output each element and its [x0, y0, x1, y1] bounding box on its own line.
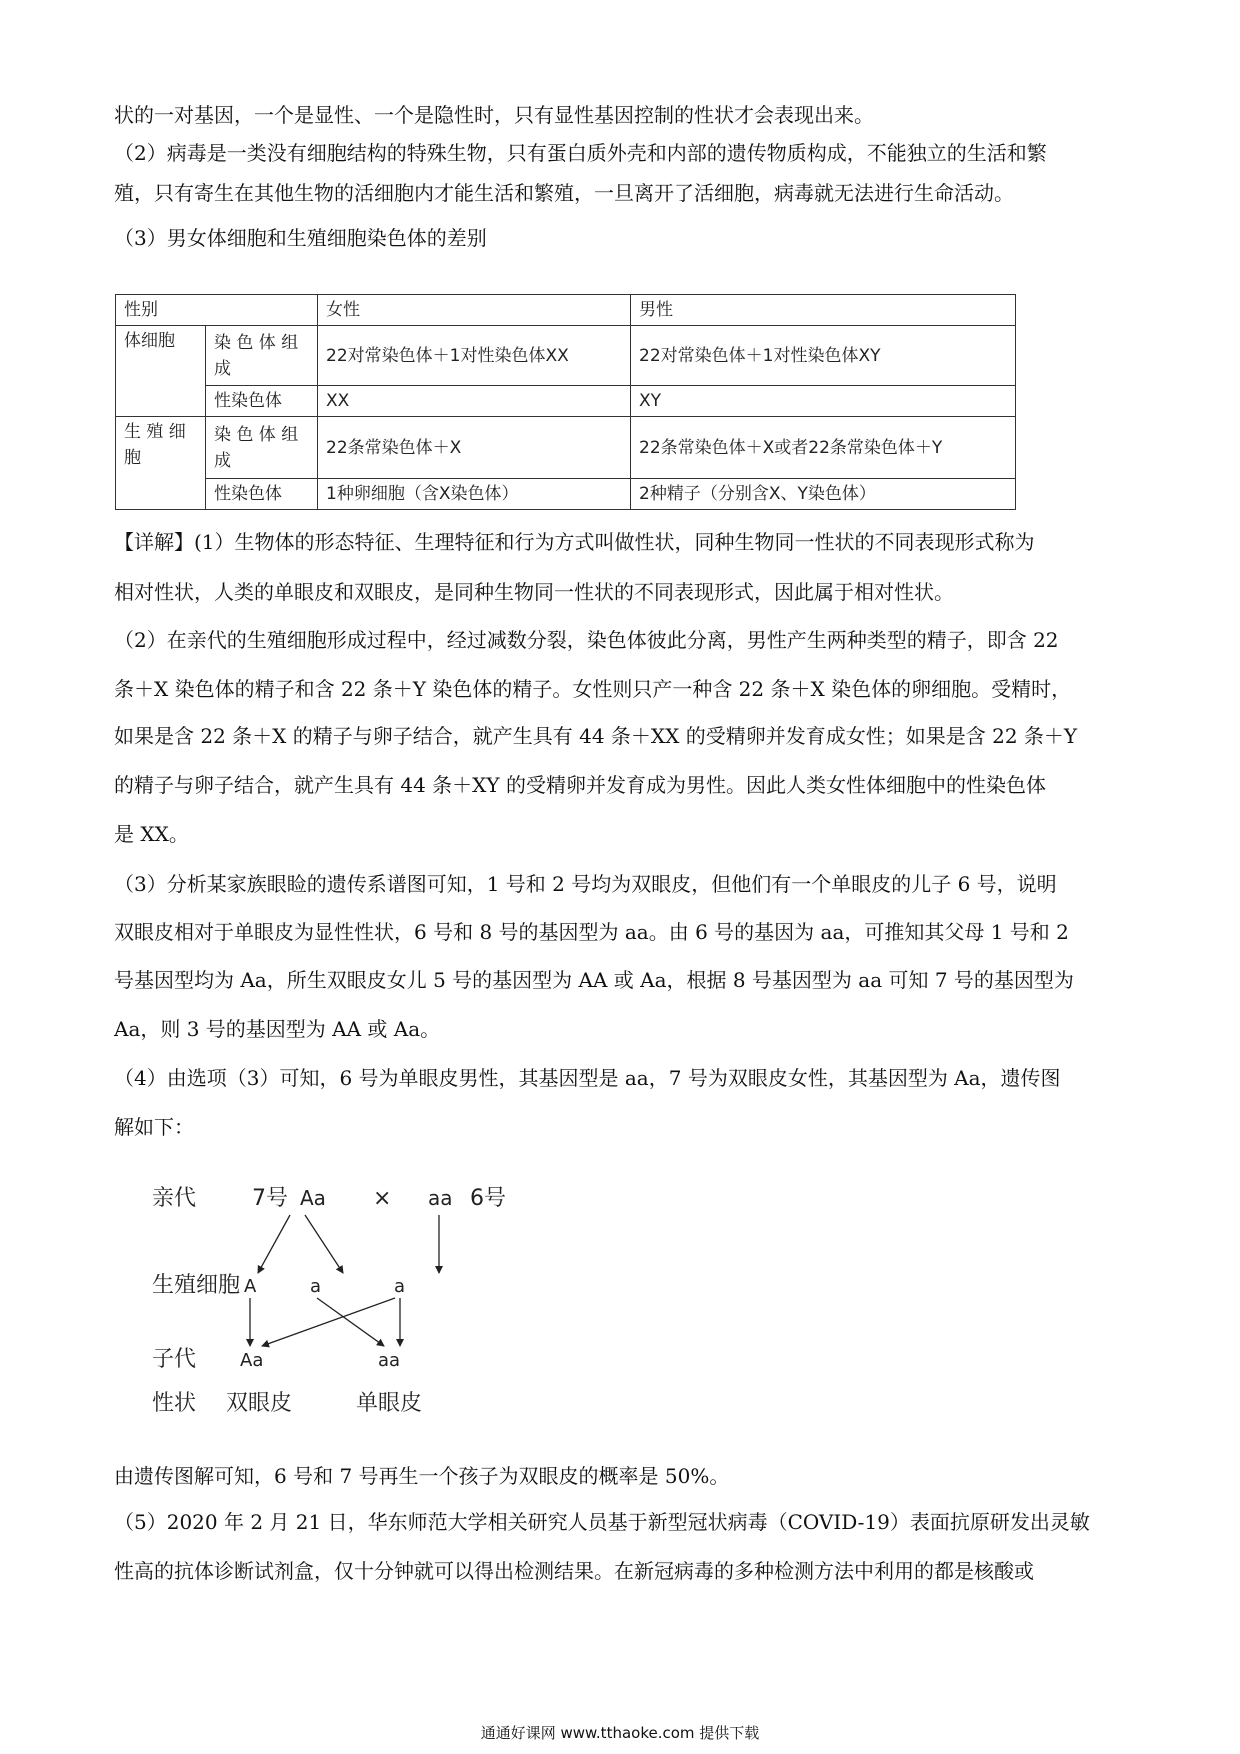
cross-symbol: ×	[373, 1186, 392, 1211]
row-label-child: 子代	[152, 1347, 197, 1372]
header-sex: 性别	[116, 295, 318, 326]
paragraph-line: 双眼皮相对于单眼皮为显性性状，6 号和 8 号的基因型为 aa。由 6 号的基因为 aa，可推知其父母 1 号和 2	[114, 920, 1069, 944]
trait-single-eyelid: 单眼皮	[356, 1391, 423, 1416]
paragraph-line: 是 XX。	[114, 822, 189, 846]
row-label-trait: 性状	[152, 1391, 197, 1416]
row-somatic: 体细胞	[116, 326, 206, 417]
trait-double-eyelid: 双眼皮	[226, 1391, 293, 1416]
paragraph-line: 如果是含 22 条＋X 的精子与卵子结合，就产生具有 44 条＋XX 的受精卵并发育成女性；如果是含 22 条＋Y	[114, 724, 1078, 748]
cell-germ-male-comp: 22条常染色体＋X或者22条常染色体＋Y	[631, 417, 1016, 479]
page-footer: 通通好课网 www.tthaoke.com 提供下载	[480, 1724, 760, 1742]
cell-somatic-female-sex: XX	[318, 386, 631, 417]
gamete-A: A	[244, 1276, 257, 1297]
mother-label: 7号	[252, 1186, 288, 1211]
paragraph-line: 相对性状，人类的单眼皮和双眼皮，是同种生物同一性状的不同表现形式，因此属于相对性状。	[114, 580, 954, 604]
paragraph-line: （2）病毒是一类没有细胞结构的特殊生物，只有蛋白质外壳和内部的遗传物质构成，不能独立的生活和繁	[114, 141, 1047, 165]
cell-germ-female-sex: 1种卵细胞（含X染色体）	[318, 479, 631, 510]
paragraph-line: 状的一对基因，一个是显性、一个是隐性时，只有显性基因控制的性状才会表现出来。	[114, 103, 874, 127]
arrow-mother-to-a	[305, 1215, 343, 1273]
label-chrom-comp: 染 色 体 组 成	[206, 326, 318, 386]
cell-somatic-male-comp: 22对常染色体＋1对性染色体XY	[631, 326, 1016, 386]
row-label-gamete: 生殖细胞	[152, 1273, 241, 1298]
row-germ: 生 殖 细 胞	[116, 417, 206, 510]
gamete-a: a	[310, 1276, 322, 1297]
header-male: 男性	[631, 295, 1016, 326]
paragraph-line: （3）男女体细胞和生殖细胞染色体的差别	[114, 226, 487, 250]
paragraph-line: 的精子与卵子结合，就产生具有 44 条＋XY 的受精卵并发育成为男性。因此人类女性体细胞中的性染色体	[114, 773, 1046, 797]
label-sex-chrom: 性染色体	[206, 479, 318, 510]
gamete-a: a	[394, 1276, 406, 1297]
label-chrom-comp: 染 色 体 组 成	[206, 417, 318, 479]
paragraph-line: 号基因型均为 Aa，所生双眼皮女儿 5 号的基因型为 AA 或 Aa，根据 8 号基因型为 aa 可知 7 号的基因型为	[114, 968, 1074, 992]
paragraph-line: 解如下：	[114, 1115, 194, 1139]
child-Aa: Aa	[240, 1350, 264, 1371]
paragraph-line: （2）在亲代的生殖细胞形成过程中，经过减数分裂，染色体彼此分离，男性产生两种类型的精子，即含 22	[114, 628, 1059, 652]
row-label-parent: 亲代	[152, 1186, 197, 1211]
arrow-mother-to-A	[258, 1215, 290, 1273]
paragraph-line: 条＋X 染色体的精子和含 22 条＋Y 染色体的精子。女性则只产一种含 22 条＋X 染色体的卵细胞。受精时，	[114, 677, 1072, 701]
paragraph-line: 殖，只有寄生在其他生物的活细胞内才能生活和繁殖，一旦离开了活细胞，病毒就无法进行生命活动。	[114, 181, 1014, 205]
genetic-cross-diagram	[140, 1170, 540, 1420]
father-label: 6号	[470, 1186, 506, 1211]
child-aa: aa	[378, 1350, 401, 1371]
header-female: 女性	[318, 295, 631, 326]
cell-germ-female-comp: 22条常染色体＋X	[318, 417, 631, 479]
paragraph-line: （5）2020 年 2 月 21 日，华东师范大学相关研究人员基于新型冠状病毒（COVID-19）表面抗原研发出灵敏	[114, 1510, 1090, 1534]
mother-genotype: Aa	[300, 1186, 326, 1210]
label-sex-chrom: 性染色体	[206, 386, 318, 417]
paragraph-line: 【详解】(1）生物体的形态特征、生理特征和行为方式叫做性状，同种生物同一性状的不同表现形式称为	[114, 530, 1035, 554]
paragraph-line: 由遗传图解可知，6 号和 7 号再生一个孩子为双眼皮的概率是 50%。	[114, 1464, 730, 1488]
father-genotype: aa	[428, 1186, 453, 1210]
paragraph-line: 性高的抗体诊断试剂盒，仅十分钟就可以得出检测结果。在新冠病毒的多种检测方法中利用的都是核酸或	[114, 1559, 1034, 1583]
paragraph-line: （3）分析某家族眼睑的遗传系谱图可知，1 号和 2 号均为双眼皮，但他们有一个单眼皮的儿子 6 号，说明	[114, 872, 1057, 896]
cell-germ-male-sex: 2种精子（分别含X、Y染色体）	[631, 479, 1016, 510]
cell-somatic-male-sex: XY	[631, 386, 1016, 417]
paragraph-line: （4）由选项（3）可知，6 号为单眼皮男性，其基因型是 aa，7 号为双眼皮女性，其基因型为 Aa，遗传图	[114, 1066, 1061, 1090]
chromosome-comparison-table	[115, 294, 1016, 510]
cell-somatic-female-comp: 22对常染色体＋1对性染色体XX	[318, 326, 631, 386]
paragraph-line: Aa，则 3 号的基因型为 AA 或 Aa。	[114, 1017, 441, 1041]
